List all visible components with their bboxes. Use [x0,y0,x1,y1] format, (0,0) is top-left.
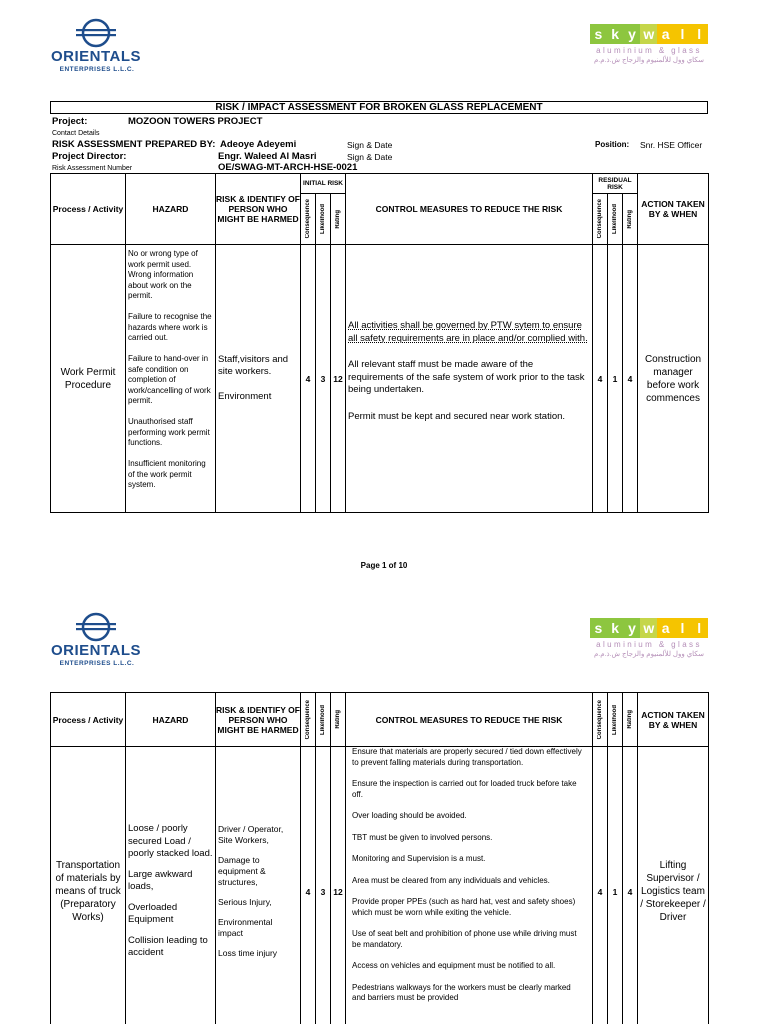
col-hazard: HAZARD [126,174,216,245]
hazard-item: Large awkward loads, [128,868,193,893]
initial-consequence: 4 [301,245,316,513]
ra-number-value: OE/SWAG-MT-ARCH-HSE-0021 [218,162,358,173]
project-value: MOZOON TOWERS PROJECT [128,116,263,127]
skywall-letter: y [624,618,641,638]
sign-date-label: Sign & Date [347,140,393,150]
orientals-subtitle: ENTERPRISES L.L.C. [59,660,135,667]
orientals-subtitle: ENTERPRISES L.L.C. [59,66,135,73]
skywall-letters [590,618,708,638]
col-rating: Rating [623,693,638,747]
control-item: Ensure that materials are properly secured / tied down effectively to prevent falling materials during transportation. [352,747,582,767]
skywall-letter: l [674,618,691,638]
residual-rating: 4 [623,747,638,1024]
col-hazard: HAZARD [126,693,216,747]
document-title: RISK / IMPACT ASSESSMENT FOR BROKEN GLASS REPLACEMENT [50,101,708,114]
project-label: Project: [52,116,88,127]
skywall-letter: k [607,618,624,638]
process-cell: Work Permit Procedure [51,245,126,513]
initial-likelihood: 3 [316,245,331,513]
hazard-item: Loose / poorly secured Load / poorly stacked load. [128,823,213,860]
col-control-measures: CONTROL MEASURES TO REDUCE THE RISK [346,693,593,747]
control-measures-cell [346,747,593,1024]
residual-consequence: 4 [593,245,608,513]
hazard-item: Failure to recognise the hazards where work is carried out. [128,312,212,342]
col-risk-identify: RISK & IDENTIFY OF PERSON WHO MIGHT BE HARMED [216,174,301,245]
skywall-letter: w [640,618,657,638]
control-item: Access on vehicles and equipment must be notified to all. [352,961,556,970]
orientals-name: ORIENTALS [50,48,142,65]
col-consequence: Consequence [301,194,316,245]
hazard-item: Collision leading to accident [128,934,208,959]
col-consequence: Consequence [593,693,608,747]
orientals-emblem-icon [74,18,118,48]
control-item: Pedestrians walkways for the workers must be clearly marked and barriers must be provided [352,982,571,1002]
col-process: Process / Activity [51,174,126,245]
orientals-emblem-icon [74,612,118,642]
process-cell: Transportation of materials by means of truck (Preparatory Works) [51,747,126,1024]
control-item: All relevant staff must be made aware of the requirements of the safe system of work prior to the task being undertaken. [348,359,585,395]
residual-likelihood: 1 [608,245,623,513]
skywall-letters [590,24,708,44]
col-initial-risk: INITIAL RISK [301,174,346,194]
control-item: Ensure the inspection is carried out for loaded truck before take off. [352,779,577,799]
col-process: Process / Activity [51,693,126,747]
position-label: Position: [595,140,630,149]
initial-rating: 12 [331,747,346,1024]
col-rating: Rating [331,194,346,245]
control-item: Monitoring and Supervision is a must. [352,854,486,863]
risk-person-item: Driver / Operator, Site Workers, [218,824,284,845]
table-row [51,747,709,1024]
control-item: Use of seat belt and prohibition of phone use while driving must be mandatory. [352,929,577,949]
ra-number-label: Risk Assessment Number [52,165,133,172]
table-row [51,245,709,513]
col-likelihood: Likelihood [316,194,331,245]
col-risk-identify: RISK & IDENTIFY OF PERSON WHO MIGHT BE HARMED [216,693,301,747]
residual-likelihood: 1 [608,747,623,1024]
skywall-letter: s [590,618,607,638]
risk-person-item: Environmental impact [218,917,273,938]
residual-rating: 4 [623,245,638,513]
skywall-letter: a [657,24,674,44]
risk-person-item: Serious Injury, [218,897,272,907]
risk-person-item: Staff,visitors and site workers. [218,353,289,378]
col-consequence: Consequence [301,693,316,747]
orientals-logo [46,18,146,76]
skywall-logo [590,24,708,68]
sign-date-label: Sign & Date [347,152,393,162]
initial-likelihood: 3 [316,747,331,1024]
skywall-letter: l [674,24,691,44]
col-control-measures: CONTROL MEASURES TO REDUCE THE RISK [346,174,593,245]
col-action: ACTION TAKEN BY & WHEN [638,693,709,747]
risk-assessment-table [50,692,709,1024]
skywall-letter: s [590,24,607,44]
control-item: Area must be cleared from any individuals and vehicles. [352,875,550,885]
skywall-letter: l [691,24,708,44]
col-rating: Rating [331,693,346,747]
control-item: TBT must be given to involved persons. [352,832,493,842]
position-value: Snr. HSE Officer [640,140,703,150]
risk-persons-cell [216,245,301,513]
skywall-letter: k [607,24,624,44]
risk-person-item: Damage to equipment & structures, [218,855,266,887]
action-cell: Construction manager before work commences [638,245,709,513]
initial-consequence: 4 [301,747,316,1024]
col-action: ACTION TAKEN BY & WHEN [638,174,709,245]
skywall-letter: a [657,618,674,638]
risk-persons-cell [216,747,301,1024]
hazard-cell [126,747,216,1024]
residual-consequence: 4 [593,747,608,1024]
hazard-item: Insufficient monitoring of the work permit system. [128,459,206,489]
col-likelihood: Likelihood [608,194,623,245]
skywall-letter: y [624,24,641,44]
document-page-2 [0,590,768,1024]
control-item: Permit must be kept and secured near work station. [348,410,566,422]
col-likelihood: Likelihood [316,693,331,747]
col-residual-risk: RESIDUAL RISK [593,174,638,194]
hazard-item: Failure to hand-over in safe condition on completion of work/cancelling of work permit. [128,354,211,405]
hazard-item: Overloaded Equipment [128,901,178,926]
project-director-label: Project Director: [52,151,127,162]
skywall-subtitle: aluminium & glass [596,46,702,55]
skywall-subtitle: aluminium & glass [596,640,702,649]
col-consequence: Consequence [593,194,608,245]
skywall-arabic: سكاي وول للألمنيوم والزجاج ش.ذ.م.م [593,651,705,658]
page-number: Page 1 of 10 [360,561,408,570]
orientals-name: ORIENTALS [50,642,142,659]
hazard-cell [126,245,216,513]
project-director-value: Engr. Waleed Al Masri [218,151,317,162]
risk-person-item: Loss time injury [218,948,278,958]
hazard-item: Unauthorised staff performing work permit functions. [128,417,210,447]
initial-rating: 12 [331,245,346,513]
control-item: Over loading should be avoided. [352,811,467,820]
control-item: All activities shall be governed by PTW sytem to ensure all safety requirements are in place and/or complied with. [348,320,588,344]
contact-details-label: Contact Details [52,130,100,137]
skywall-arabic: سكاي وول للألمنيوم والزجاج ش.ذ.م.م [593,57,705,64]
skywall-logo [590,618,708,662]
prepared-by-label: RISK ASSESSMENT PREPARED BY: [52,139,216,150]
control-item: Provide proper PPEs (such as hard hat, vest and safety shoes) which must be worn while exiting the vehicle. [352,897,576,917]
prepared-by-value: Adeoye Adeyemi [220,139,297,150]
col-rating: Rating [623,194,638,245]
orientals-logo [46,612,146,670]
col-likelihood: Likelihood [608,693,623,747]
hazard-item: No or wrong type of work permit used. Wrong information about work on the permit. [128,249,198,300]
risk-assessment-table [50,173,709,513]
risk-person-item: Environment [218,390,272,402]
control-measures-cell [346,245,593,513]
action-cell: Lifting Supervisor / Logistics team / Storekeeper / Driver [638,747,709,1024]
skywall-letter: l [691,618,708,638]
skywall-letter: w [640,24,657,44]
